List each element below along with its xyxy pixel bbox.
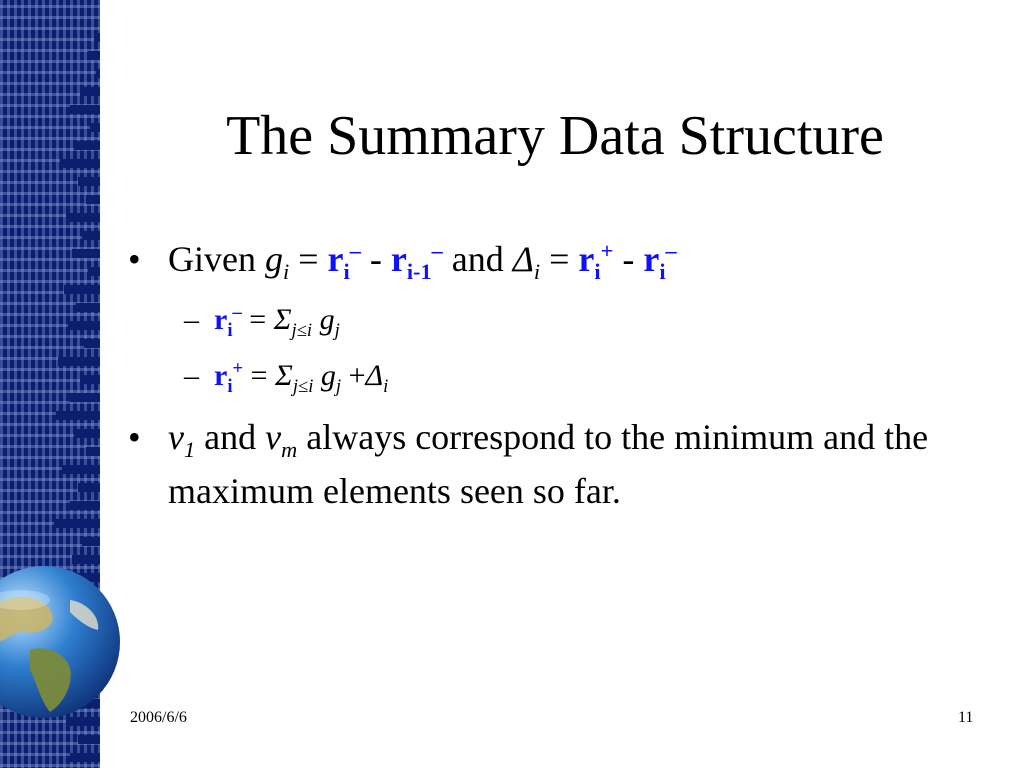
math-var-r: r bbox=[643, 239, 660, 279]
text-run: = bbox=[243, 359, 276, 392]
math-sub: i bbox=[383, 376, 389, 397]
math-var: g bbox=[264, 239, 283, 279]
math-var-r: r bbox=[578, 239, 595, 279]
math-sub: j bbox=[334, 320, 340, 341]
math-sub: i bbox=[227, 320, 233, 341]
sub-bullet-text bbox=[214, 356, 388, 396]
math-var: Δ bbox=[512, 239, 534, 279]
math-var: g bbox=[313, 359, 336, 392]
math-sub: i bbox=[659, 259, 666, 285]
math-sup: + bbox=[232, 358, 244, 379]
math-sub: j bbox=[335, 376, 342, 397]
math-sub: i bbox=[282, 259, 290, 285]
bullet-text bbox=[168, 410, 958, 518]
math-sup: + bbox=[600, 238, 614, 263]
globe-image bbox=[0, 540, 122, 750]
math-sum: Σ bbox=[273, 303, 292, 336]
math-sub: j≤i bbox=[292, 376, 314, 397]
math-sub: i bbox=[343, 259, 350, 285]
bullet-marker: • bbox=[128, 417, 141, 457]
bullet-marker: • bbox=[128, 239, 141, 279]
sub-bullet-text bbox=[214, 300, 340, 340]
text-run: - bbox=[613, 239, 644, 279]
footer-date: 2006/6/6 bbox=[130, 709, 187, 726]
sub-bullet-marker: – bbox=[184, 303, 199, 336]
math-var: v bbox=[168, 417, 184, 457]
math-sub: i bbox=[227, 376, 233, 397]
math-var-r: r bbox=[390, 239, 407, 279]
math-sup: – bbox=[349, 238, 361, 263]
math-sub: j≤i bbox=[291, 320, 313, 341]
text-run: Given bbox=[168, 239, 265, 279]
math-sup: – bbox=[665, 238, 677, 263]
text-run: = bbox=[289, 239, 328, 279]
math-var: v bbox=[265, 417, 282, 457]
text-run: + bbox=[341, 359, 366, 392]
math-sub: i-1 bbox=[406, 259, 432, 285]
math-var: Δ bbox=[365, 359, 384, 392]
math-var-r: r bbox=[214, 359, 228, 392]
sub-bullet-marker: – bbox=[184, 359, 199, 392]
bullet-text bbox=[168, 232, 958, 286]
math-sup: – bbox=[431, 238, 443, 263]
slide-title: The Summary Data Structure bbox=[226, 105, 884, 167]
math-sub: 1 bbox=[183, 437, 196, 463]
text-run: = bbox=[540, 239, 579, 279]
text-run: and bbox=[195, 417, 266, 457]
math-sum: Σ bbox=[275, 359, 293, 392]
math-sub: i bbox=[594, 259, 601, 285]
math-var-r: r bbox=[327, 239, 344, 279]
text-run: = bbox=[241, 303, 274, 336]
math-sub: m bbox=[281, 437, 298, 463]
math-var: g bbox=[312, 303, 335, 336]
slide-number: 11 bbox=[958, 709, 974, 726]
math-sub: i bbox=[533, 259, 541, 285]
text-run: always correspond to the minimum and the maximum elements seen so far. bbox=[168, 417, 929, 511]
text-run: - bbox=[360, 239, 391, 279]
math-sup: – bbox=[232, 302, 242, 323]
text-run: and bbox=[442, 239, 513, 279]
math-var-r: r bbox=[214, 303, 228, 336]
